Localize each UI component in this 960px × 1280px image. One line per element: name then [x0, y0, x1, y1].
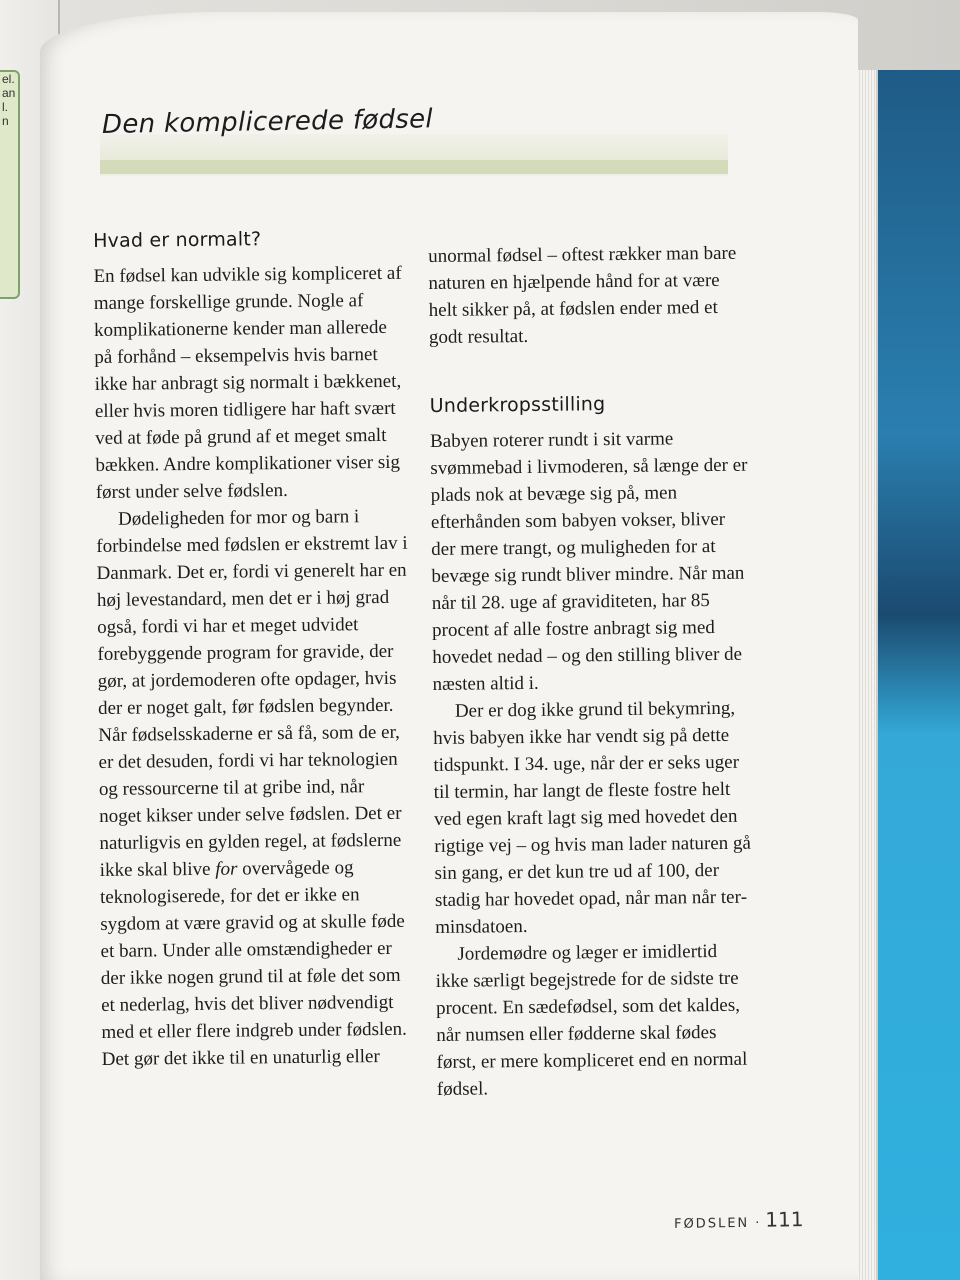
paragraph-text: Dødeligheden for mor og barn i forbindelse med fødslen er ekstremt lav i Danmark. Det er, fordi vi generelt har en høj levestandard, men det er i høj grad også, fordi vi har et meget udvidet forebyggende program for gravide, der gør, at jordemoderen ofte opdager, hvis der er noget galt, før fødslen begynder. Når fødselsskaderne er så få, som de er, er det desuden, fordi vi har teknologien og ressourcerne til at gribe ind, når noget kikser under selve fødslen. Det er naturligvis en gylden regel, at fødslerne ikke skal blive	[96, 506, 408, 881]
page-footer	[674, 1207, 804, 1233]
running-footer-section: FØDSLEN	[673, 1215, 750, 1232]
emphasis: for	[215, 858, 238, 880]
paragraph: Jordemødre og læger er imidlertid ikke særligt begejstrede for de sidste tre procent. En sædefødsel, som det kaldes, når numsen eller fødderne skal fødes først, er mere kompliceret end en normal fødsel.	[435, 941, 748, 1100]
section-heading: Hvad er normalt?	[93, 228, 262, 252]
paragraph: Babyen roterer rundt i sit varme svømmebad i livmoderen, så længe der er plads nok at bevæge sig på, men efterhånden som babyen vokser, bliver der mere trangt, og muligheden for at bevæge sig rundt bliver mindre. Når man når til 28. uge af graviditeten, har 85 procent af alle fostre anbragt sig med hovedet nedad – og den stilling bliver de næsten altid i.	[429, 428, 748, 695]
right-column	[428, 240, 755, 1103]
tab-fragment: n	[2, 114, 9, 128]
title-underline	[100, 160, 728, 174]
section-heading: Underkropsstilling	[429, 393, 606, 417]
tab-fragment: l.	[2, 100, 8, 114]
tab-fragment: el.	[2, 72, 15, 86]
left-chapter-tab	[0, 70, 20, 299]
paragraph: unormal fødsel – oftest rækker man bare naturen en hjælpende hånd for at være helt sikker på, at fødslen ender med et godt resultat.	[428, 242, 737, 348]
page-number: 111	[765, 1207, 804, 1232]
book-cover	[876, 70, 960, 1280]
paragraph: En fødsel kan udvikle sig kompliceret af mange forskellige grunde. Nogle af komplikationerne kender man allerede på forhånd – eksempelvis hvis barnet ikke har anbragt sig normalt i bækkenet, eller hvis moren tidligere har haft svært ved at føde på grund af et meget smalt bækken. Andre komplikationer viser sig først under selve fødslen.	[93, 262, 402, 503]
paragraph	[96, 503, 414, 1073]
left-column	[93, 225, 414, 1073]
tab-fragment: an	[2, 86, 16, 100]
page-title: Den komplicerede fødsel	[101, 104, 434, 140]
footer-separator: ·	[755, 1215, 760, 1231]
paragraph-text: overvågede og teknologiserede, for det er ikke en sygdom at være gravid og at skulle føde et barn. Under alle omstændigheder er der ikke nogen grund til at føle det som et nederlag, hvis det bliver nødvendigt med et eller flere indgreb under fødslen. Det gør det ikke til en unaturlig eller	[99, 857, 407, 1070]
paragraph: Der er dog ikke grund til bekymring, hvis babyen ikke har vendt sig på dette tidspunkt. I 34. uge, når der er seks uger til termin, har langt de fleste fostre helt ved egen kraft lagt sig med hovedet den rigtige vej – og hvis man lader naturen gå sin gang, er det kun tre ud af 100, der stadig har hovedet opad, når man når terminsdatoen.	[433, 697, 751, 938]
